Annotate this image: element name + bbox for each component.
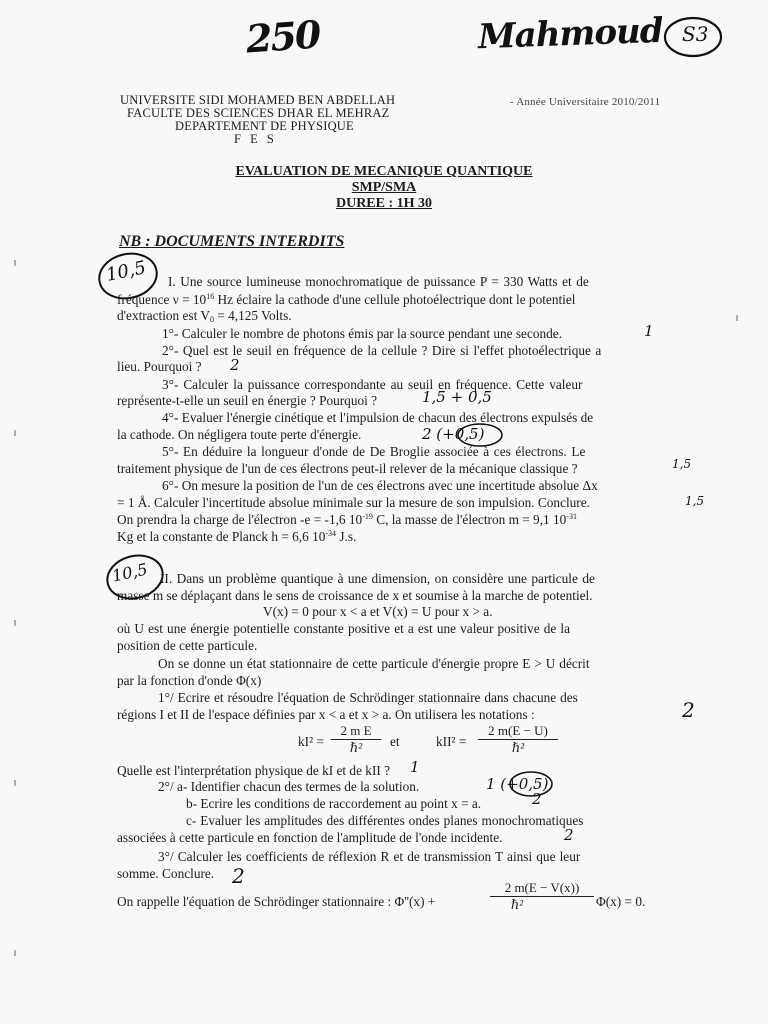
k1-lhs: kI² = — [298, 734, 324, 749]
mark-q2-1: 2 — [682, 698, 695, 722]
section2-line-6: On se donne un état stationnaire de cette particule d'énergie propre E > U décrit — [158, 656, 590, 671]
question-1-6: 6°- On mesure la position de l'un de ces électrons avec une incertitude absolue Δx — [162, 478, 598, 493]
question-1-4: 4°- Evaluer l'énergie cinétique et l'impulsion de chacun des électrons expulsés de — [162, 410, 594, 425]
scan-speck — [736, 315, 738, 321]
question-2-1-interp: Quelle est l'interprétation physique de kI et de kII ? — [117, 763, 391, 778]
score-2: 10,5 — [110, 559, 150, 586]
header-department: DEPARTEMENT DE PHYSIQUE — [175, 119, 354, 133]
mark-q6: 1,5 — [685, 494, 705, 508]
question-1-1: 1°- Calculer le nombre de photons émis par la source pendant une seconde. — [162, 326, 563, 341]
question-1-2: 2°- Quel est le seuil en fréquence de la cellule ? Dire si l'effet photoélectrique a — [162, 343, 602, 358]
k2-denominator: ℏ² — [511, 740, 525, 755]
handwritten-name: Mahmoud — [477, 10, 664, 58]
mark-q2-2c: 2 — [564, 826, 574, 844]
question-2-2b: b- Ecrire les conditions de raccordement au point x = a. — [186, 796, 482, 811]
schrodinger-numerator: 2 m(E − V(x)) — [490, 880, 594, 897]
section2-line-1: II. Dans un problème quantique à une dimension, on considère une particule de — [160, 571, 595, 586]
k2-lhs: kII² = — [436, 734, 467, 749]
eq-et: et — [390, 734, 400, 749]
section1-line-3: d'extraction est $V_0 = 4,125$ Volts. — [117, 308, 292, 324]
schrodinger-end: Φ(x) = 0. — [596, 894, 646, 909]
exam-subtitle: SMP/SMA — [351, 180, 417, 195]
question-1-6-cont: = 1 Å. Calculer l'incertitude absolue minimale sur la mesure de son impulsion. Conclure. — [117, 495, 590, 510]
question-1-5: 5°- En déduire la longueur d'onde de De Broglie associée à ces électrons. Le — [162, 444, 586, 459]
mark-q4: 2 (+0,5) — [422, 425, 485, 443]
score-1: 10,5 — [104, 257, 148, 286]
schrodinger-denominator: ℏ² — [510, 897, 524, 912]
constants-line-2: Kg et la constante de Planck h = 6,6 $10^{-34}$ J.s. — [117, 529, 357, 544]
potential-definition: V(x) = 0 pour x < a et V(x) = U pour x > a. — [263, 604, 493, 619]
section2-line-2: masse m se déplaçant dans le sens de croissance de x et soumise à la marche de potentiel. — [117, 588, 593, 603]
k1-numerator: 2 m E — [331, 723, 381, 740]
k2-fraction — [478, 723, 558, 756]
scan-speck — [14, 780, 16, 786]
section2-line-7: par la fonction d'onde Φ(x) — [117, 673, 262, 688]
question-2-2a: 2°/ a- Identifier chacun des termes de la solution. — [158, 779, 420, 794]
scan-speck — [14, 260, 16, 266]
handwritten-circle-text: S3 — [682, 22, 709, 46]
section1-line-1: I. Une source lumineuse monochromatique de puissance P = 330 Watts et de — [168, 274, 589, 289]
mark-q2-3: 2 — [232, 864, 245, 888]
section1-line-2: fréquence $\nu = 10^{16}$ Hz éclaire la cathode d'une cellule photoélectrique dont le potentiel — [117, 292, 576, 307]
scan-speck — [14, 430, 16, 436]
question-1-3-cont: représente-t-elle un seuil en énergie ? Pourquoi ? — [117, 393, 378, 408]
question-2-3-cont: somme. Conclure. — [117, 866, 215, 881]
header-city: F E S — [234, 132, 277, 146]
question-2-1-cont: régions I et II de l'espace définies par x < a et x > a. On utilisera les notations : — [117, 707, 535, 722]
k1-denominator: ℏ² — [349, 740, 363, 755]
question-2-3: 3°/ Calculer les coefficients de réflexion R et de transmission T ainsi que leur — [158, 849, 581, 864]
constants-line-1: On prendra la charge de l'électron -e = -1,6 $10^{-19}$ C, la masse de l'électron m = 9,1 $10^{-31}$ — [117, 512, 577, 527]
section2-line-4: où U est une énergie potentielle constante positive et a est une valeur positive de la — [117, 621, 570, 636]
exam-title: EVALUATION DE MECANIQUE QUANTIQUE — [235, 164, 533, 179]
mark-q1: 1 — [644, 322, 654, 340]
question-1-2-cont: lieu. Pourquoi ? — [117, 359, 202, 374]
mark-q2-2a: 1 (+0,5) — [486, 775, 549, 793]
k1-fraction — [331, 723, 381, 756]
header-university: UNIVERSITE SIDI MOHAMED BEN ABDELLAH — [120, 93, 396, 107]
mark-q2-1-interp: 1 — [410, 758, 420, 776]
header-faculty: FACULTE DES SCIENCES DHAR EL MEHRAZ — [127, 106, 390, 120]
question-2-2c-cont: associées à cette particule en fonction de l'amplitude de l'onde incidente. — [117, 830, 503, 845]
schrodinger-reminder: On rappelle l'équation de Schrödinger stationnaire : Φ''(x) + — [117, 894, 436, 909]
question-1-5-cont: traitement physique de l'un de ces électrons peut-il relever de la mécanique classique ? — [117, 461, 578, 476]
section2-line-5: position de cette particule. — [117, 638, 258, 653]
mark-q2: 2 — [230, 356, 240, 374]
scan-speck — [14, 950, 16, 956]
question-1-3: 3°- Calculer la puissance correspondante au seuil en fréquence. Cette valeur — [162, 377, 583, 392]
question-2-2c: c- Evaluer les amplitudes des différentes ondes planes monochromatiques — [186, 813, 584, 828]
schrodinger-fraction — [490, 880, 594, 913]
scan-speck — [14, 620, 16, 626]
k2-numerator: 2 m(E − U) — [478, 723, 558, 740]
mark-q5: 1,5 — [672, 457, 692, 471]
nb-documents: NB : DOCUMENTS INTERDITS — [119, 233, 345, 250]
mark-q3: 1,5 + 0,5 — [422, 388, 492, 406]
header-year: - Année Universitaire 2010/2011 — [510, 96, 661, 108]
mark-q2-2b: 2 — [532, 790, 542, 808]
exam-duration: DUREE : 1H 30 — [335, 196, 433, 211]
question-2-1: 1°/ Ecrire et résoudre l'équation de Schrödinger stationnaire dans chacune des — [158, 690, 578, 705]
question-1-4-cont: la cathode. On négligera toute perte d'énergie. — [117, 427, 362, 442]
handwritten-number: 250 — [244, 11, 321, 62]
